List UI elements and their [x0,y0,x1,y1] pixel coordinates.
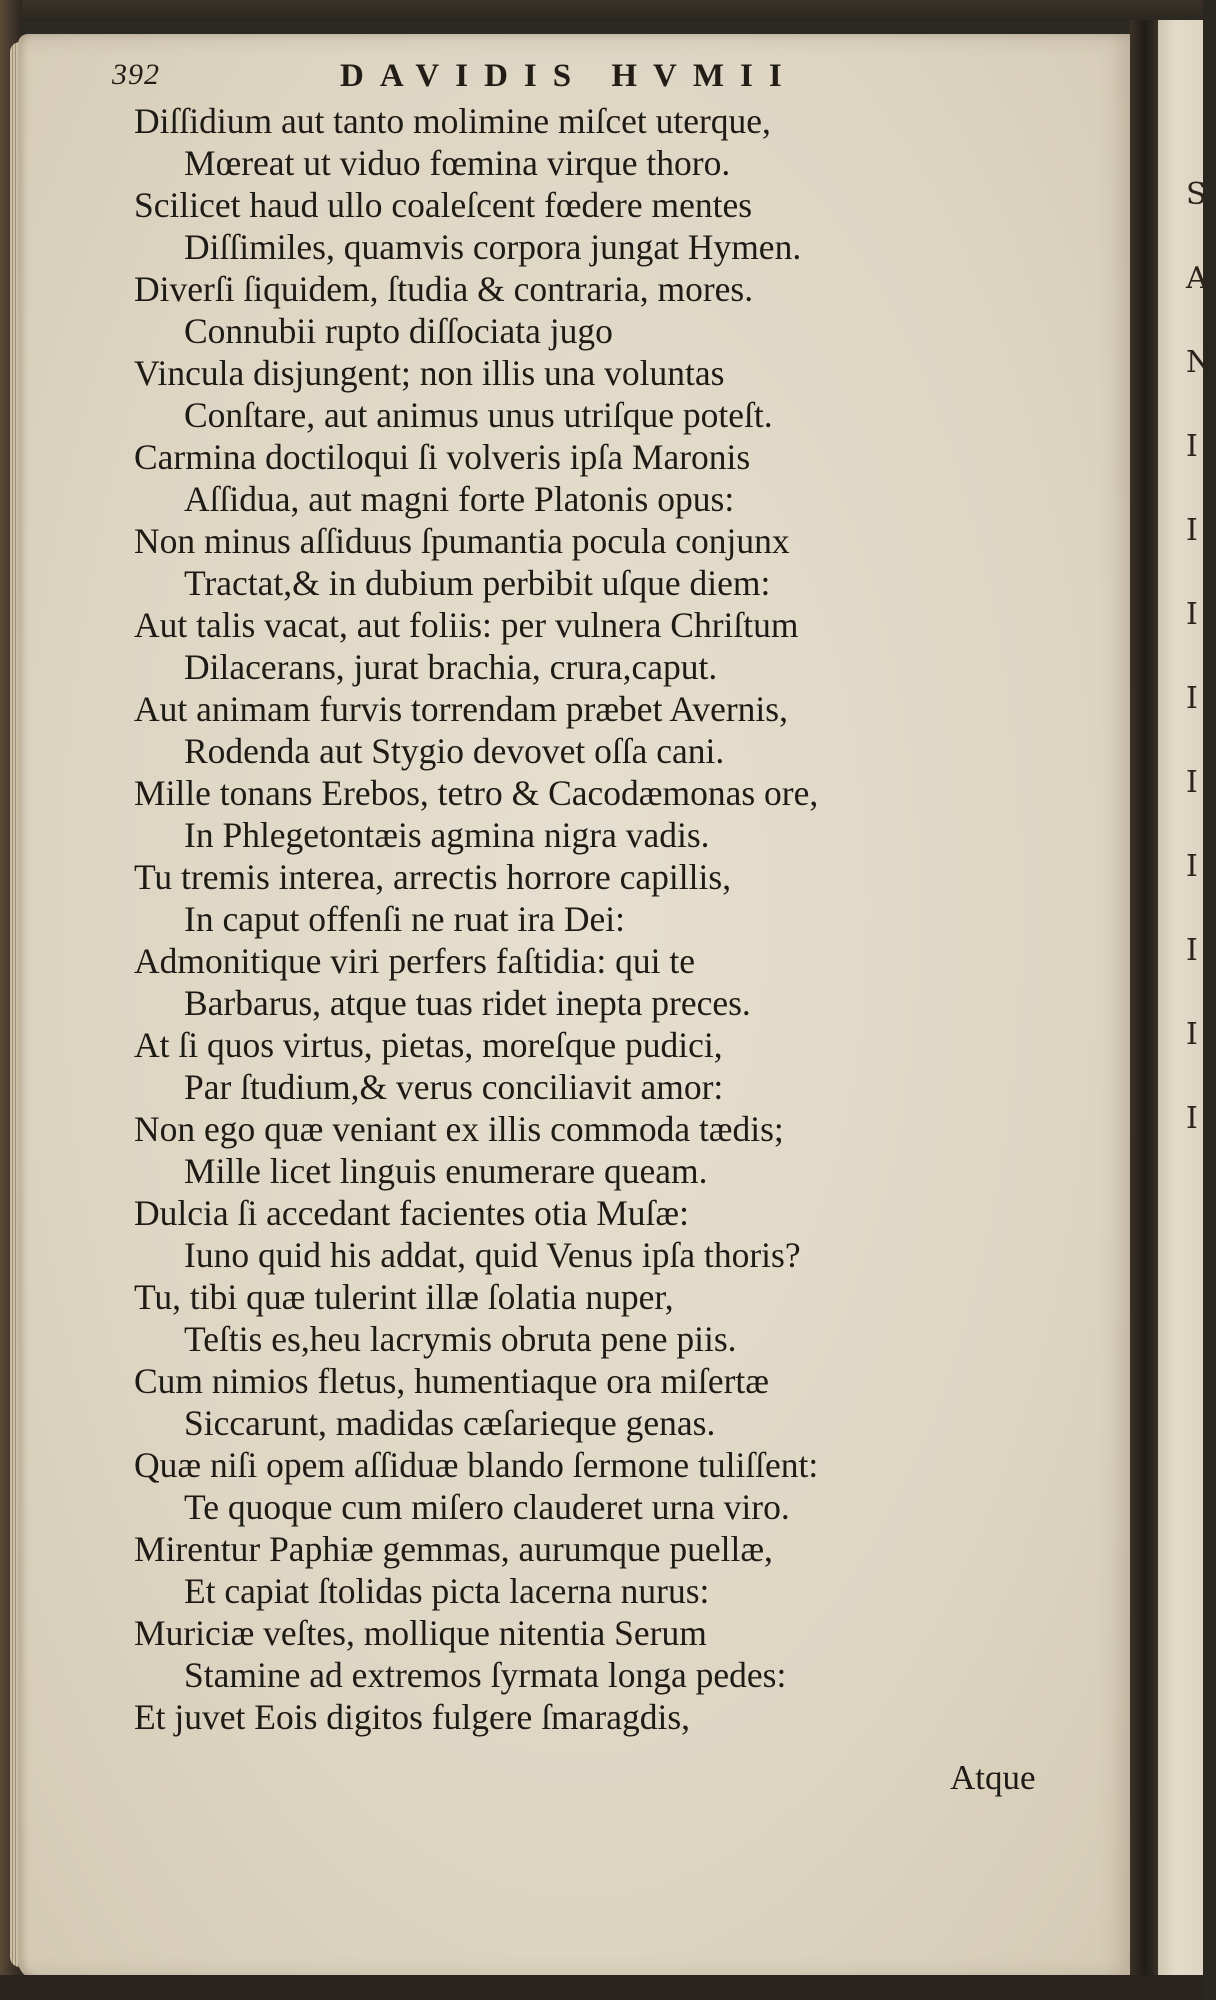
verse-line: Stamine ad extremos ſyrmata longa pedes: [184,1655,787,1695]
verse-line: Diverſi ſiquidem, ſtudia & contraria, mores. [134,269,754,309]
page-number: 392 [112,58,160,91]
verse-line: Mille licet linguis enumerare queam. [184,1151,708,1191]
facing-page-letter: A [1186,261,1208,296]
verse-line: Siccarunt, madidas cæſarieque genas. [184,1403,716,1443]
verse-line: Diſſidium aut tanto molimine miſcet uterque, [134,101,771,141]
facing-page-letter: I [1186,933,1198,968]
verse-line: Et juvet Eois digitos fulgere ſmaragdis, [134,1697,691,1737]
verse-line: Teſtis es,heu lacrymis obruta pene piis. [184,1319,737,1359]
verse-line: Mille tonans Erebos, tetro & Cacodæmonas ore, [134,773,819,813]
verse-line: Non minus aſſiduus ſpumantia pocula conjunx [134,521,790,561]
facing-page-letter: I [1186,681,1198,716]
poem-text [134,100,1084,1738]
verse-line: Carmina doctiloqui ſi volveris ipſa Maronis [134,437,751,477]
verse-line: Par ſtudium,& verus conciliavit amor: [184,1067,724,1107]
catchword: Atque [950,1758,1036,1797]
facing-page-letter: I [1186,513,1198,548]
page-header [112,58,952,106]
verse-line: In Phlegetontæis agmina nigra vadis. [184,815,710,855]
facing-page-letter: N [1186,345,1213,380]
verse-line: Tu tremis interea, arrectis horrore capillis, [134,857,732,897]
facing-page-letter: I [1186,1017,1198,1052]
facing-page-letter: I [1186,597,1198,632]
verse-line: Tu, tibi quæ tulerint illæ ſolatia nuper, [134,1277,674,1317]
verse-line: Scilicet haud ullo coaleſcent fœdere mentes [134,185,753,225]
verse-line: Cum nimios fletus, humentiaque ora miſertæ [134,1361,769,1401]
verse-line: Aut animam furvis torrendam præbet Avernis, [134,689,788,729]
verse-line: Quæ niſi opem aſſiduæ blando ſermone tuliſſent: [134,1445,819,1485]
book-gutter [1130,20,1160,1980]
verse-line: Non ego quæ veniant ex illis commoda tædis; [134,1109,784,1149]
verse-line: Tractat,& in dubium perbibit uſque diem: [184,563,771,603]
verse-line: Dilacerans, jurat brachia, crura,caput. [184,647,718,687]
verse-line: Dulcia ſi accedant facientes otia Muſæ: [134,1193,689,1233]
verse-line: Te quoque cum miſero clauderet urna viro. [184,1487,790,1527]
facing-page-letter: I [1186,1101,1198,1136]
verse-line: Aut talis vacat, aut foliis: per vulnera Chriſtum [134,605,799,645]
verse-line: Et capiat ſtolidas picta lacerna nurus: [184,1571,710,1611]
book-bottom-edge [0,1975,1203,2000]
verse-line: Mœreat ut viduo fœmina virque thoro. [184,143,731,183]
verse-line: In caput offenſi ne ruat ira Dei: [184,899,625,939]
running-head: DAVIDIS HVMII [340,58,798,94]
facing-page-letter: I [1186,849,1198,884]
verse-line: Conſtare, aut animus unus utriſque poteſt. [184,395,773,435]
facing-page-letter: I [1186,429,1198,464]
book-top-edge [0,0,1203,22]
verse-line: Aſſidua, aut magni forte Platonis opus: [184,479,735,519]
verse-line: Admonitique viri perfers faſtidia: qui te [134,941,695,981]
facing-page [1158,20,1213,1980]
verse-line: Diſſimiles, quamvis corpora jungat Hymen. [184,227,802,267]
verse-line: At ſi quos virtus, pietas, moreſque pudici, [134,1025,723,1065]
verse-line: Barbarus, atque tuas ridet inepta preces. [184,983,751,1023]
verse-line: Iuno quid his addat, quid Venus ipſa thoris? [184,1235,801,1275]
facing-page-letter: S [1186,177,1207,212]
verse-line: Mirentur Paphiæ gemmas, aurumque puellæ, [134,1529,773,1569]
verse-line: Vincula disjungent; non illis una voluntas [134,353,725,393]
verse-line: Connubii rupto diſſociata jugo [184,311,613,351]
verse-line: Rodenda aut Stygio devovet oſſa cani. [184,731,725,771]
verse-line: Muriciæ veſtes, mollique nitentia Serum [134,1613,707,1653]
facing-page-letter: I [1186,765,1198,800]
